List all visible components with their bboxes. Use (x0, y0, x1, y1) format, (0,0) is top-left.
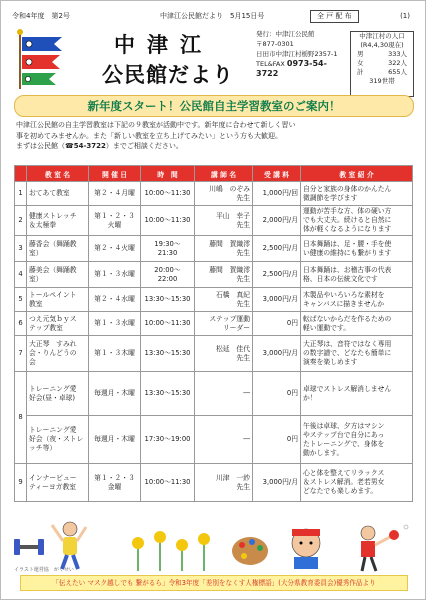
table-row (15, 288, 413, 312)
col-time: 時 間 (141, 166, 195, 182)
cell-day: 第１・２・３ 金曜 (89, 464, 141, 502)
cell-no: 7 (15, 336, 27, 372)
cell-day: 毎週月・木曜 (89, 372, 141, 416)
cell-desc: 日本舞踊は、お稽古事の代表 格、日本の伝統文化です (301, 262, 413, 288)
address: 日田市中津江村栃野2357-1 (256, 50, 338, 58)
cell-teacher: 川津 一紗 先生 (195, 464, 253, 502)
cell-time: 10:00～11:30 (141, 182, 195, 206)
cell-fee: 0円 (253, 372, 301, 416)
col-day: 開 催 日 (89, 166, 141, 182)
cell-time: 13:30～15:30 (141, 372, 195, 416)
cell-desc: 運動が苦手な方、体の硬い方 でも大丈夫。続けると自然に 体が軽くなるようになります (301, 206, 413, 236)
cell-desc: 大正琴は、音符ではなく専用 の数字譜で、どなたも簡単に 演奏を楽しめます (301, 336, 413, 372)
table-body (15, 182, 413, 502)
cell-name: トールペイント 教室 (27, 288, 89, 312)
cell-teacher: 藤間 賀織澪 先生 (195, 262, 253, 288)
table-tennis-player-icon (361, 525, 408, 571)
cell-fee: 2,000円/月 (253, 206, 301, 236)
cell-desc: 卓球でストレス解消しません か！ (301, 372, 413, 416)
cell-fee: 0円 (253, 312, 301, 336)
cell-no: 2 (15, 206, 27, 236)
headline-banner: 新年度スタート！公民館自主学習教室のご案内！ (14, 95, 414, 117)
cell-no: 1 (15, 182, 27, 206)
page-number: (1) (400, 12, 410, 20)
paint-palette-icon (232, 537, 268, 565)
cell-day: 第１・３水曜 (89, 262, 141, 288)
col-teacher: 講 師 名 (195, 166, 253, 182)
dumbbell-icon (14, 539, 44, 555)
cell-name: つえ元気ｂｙス テップ教室 (27, 312, 89, 336)
cell-name: インナービュー ティーヨガ教室 (27, 464, 89, 502)
col-class-name: 教 室 名 (27, 166, 89, 182)
population-date: (R4,4,30現在) (360, 41, 404, 49)
cell-time: 10:00～11:30 (141, 206, 195, 236)
cell-time: 13:30～15:30 (141, 288, 195, 312)
title-line-2: 公民館だより (102, 63, 234, 87)
cell-desc: 午後は卓球、夕方はマシン やステップ台で自分にあっ たトレーニングで、身体を 動かします。 (301, 416, 413, 464)
cell-no: 3 (15, 236, 27, 262)
cell-teacher: ステップ運動 リーダー (195, 312, 253, 336)
cell-day: 第２・４水曜 (89, 288, 141, 312)
cell-day: 第１・２・３ 火曜 (89, 206, 141, 236)
col-fee: 受 講 料 (253, 166, 301, 182)
cell-day: 第１・３水曜 (89, 312, 141, 336)
cell-fee: 3,000円/月 (253, 288, 301, 312)
publication-name: 中津江公民館だより 5月15日号 (160, 12, 265, 20)
table-row (15, 206, 413, 236)
cell-fee: 2,500円/月 (253, 236, 301, 262)
cell-fee: 3,000円/月 (253, 464, 301, 502)
cell-teacher: ― (195, 372, 253, 416)
cell-desc: 転ばないからだを作るための 軽い運動です。 (301, 312, 413, 336)
footer-banner: 「伝えたい マスク越しでも 繋がるら」令和3年度「差別をなくす人権標語」(大分県教育委員会)優秀作品より (20, 575, 408, 591)
cell-no: 5 (15, 288, 27, 312)
distribution-label: 全 戸 配 布 (310, 10, 359, 23)
carp-streamer-icon (14, 29, 72, 91)
illustration-caption: イラスト運営協 がくせい (14, 567, 74, 573)
table-row (15, 464, 413, 502)
cell-teacher: 藤間 賀織澪 先生 (195, 236, 253, 262)
cell-name: トレーニング愛 好会（夜・ストレ ッチ等） (27, 416, 89, 464)
table-row (15, 236, 413, 262)
col-no (15, 166, 27, 182)
intro-text: 中津江公民館の自主学習教室は下記の９教室が活動中です。新年度に合わせて新しく習い 事を初めてみませんか。また「新しい教室を立ち上げてみたい」という方も大歓迎。 まずは公民館（☎54-3722）までご相談ください。 (16, 121, 296, 150)
cell-name: 藤香会（舞踊教 室） (27, 236, 89, 262)
cell-time: 13:30～15:30 (141, 336, 195, 372)
masthead (10, 25, 416, 95)
dandelion-flowers-icon (132, 531, 210, 571)
cell-no: 4 (15, 262, 27, 288)
cell-day: 第２・４火曜 (89, 236, 141, 262)
cell-fee: 3,000円/月 (253, 336, 301, 372)
table-row (15, 262, 413, 288)
cell-desc: 日本舞踊は、足・腰・手を使 い健康の維持にも繋がります (301, 236, 413, 262)
cell-desc: 心と体を整えてリラックス ＆ストレス解消。老若男女 どなたでも楽しめます。 (301, 464, 413, 502)
publisher-line: 発行：中津江公民館 (256, 30, 315, 38)
cell-time: 10:00～11:30 (141, 464, 195, 502)
cell-teacher: 松延 佳代 先生 (195, 336, 253, 372)
issue-number: 令和4年度 第2号 (12, 12, 70, 20)
cell-no: 8 (15, 372, 27, 464)
table-header (15, 166, 413, 182)
title-line-1: 中津江 (114, 33, 213, 57)
cell-fee: 0円 (253, 416, 301, 464)
top-line (10, 9, 416, 23)
illustrations (10, 515, 416, 573)
table-row (15, 416, 413, 464)
stretching-person-icon (52, 522, 86, 569)
phone-number: ☎54-3722 (65, 142, 106, 150)
cell-day: 第２・４月曜 (89, 182, 141, 206)
cell-fee: 1,000円/回 (253, 182, 301, 206)
cell-fee: 2,500円/月 (253, 262, 301, 288)
population-title: 中津江村の人口 (359, 32, 405, 40)
child-character-icon (292, 529, 320, 569)
publisher-info (256, 29, 348, 79)
cell-no: 6 (15, 312, 27, 336)
cell-name: 大正琴 すみれ 会・りんどうの 会 (27, 336, 89, 372)
cell-teacher: 石橋 真紀 先生 (195, 288, 253, 312)
class-table (14, 165, 413, 502)
cell-name: トレーニング愛 好会(昼・卓球) (27, 372, 89, 416)
cell-desc: 自分と家族の身体のかんたん 微調節を学びます (301, 182, 413, 206)
table-row (15, 312, 413, 336)
cell-name: おてあて教室 (27, 182, 89, 206)
population-box: 中津江村の人口 (R4,4,30現在) 男 333人 女 322人 計 655人 319世帯 (350, 31, 414, 97)
table-row (15, 336, 413, 372)
table-row (15, 182, 413, 206)
cell-day: 毎週月・木曜 (89, 416, 141, 464)
cell-teacher: ― (195, 416, 253, 464)
cell-teacher: 平山 幸子 先生 (195, 206, 253, 236)
cell-time: 17:30～19:00 (141, 416, 195, 464)
cell-time: 19:30～ 21:30 (141, 236, 195, 262)
cell-time: 20:00～ 22:00 (141, 262, 195, 288)
cell-name: 健康ストレッチ ＆太極拳 (27, 206, 89, 236)
cell-no: 9 (15, 464, 27, 502)
cell-name: 藤美会（舞踊教 室） (27, 262, 89, 288)
col-description: 教 室 紹 介 (301, 166, 413, 182)
tel-label: TEL&FAX (256, 60, 285, 68)
postal-code: 〒877-0301 (256, 40, 294, 48)
cell-desc: 木製品やいろいろな素材を キャンバスに描きませんか (301, 288, 413, 312)
tel-number: 0973-54-3722 (256, 59, 327, 78)
cell-day: 第１・３木曜 (89, 336, 141, 372)
cell-teacher: 川嶋 のぞみ 先生 (195, 182, 253, 206)
table-row (15, 372, 413, 416)
households: 319世帯 (369, 77, 395, 85)
cell-time: 10:00～11:30 (141, 312, 195, 336)
